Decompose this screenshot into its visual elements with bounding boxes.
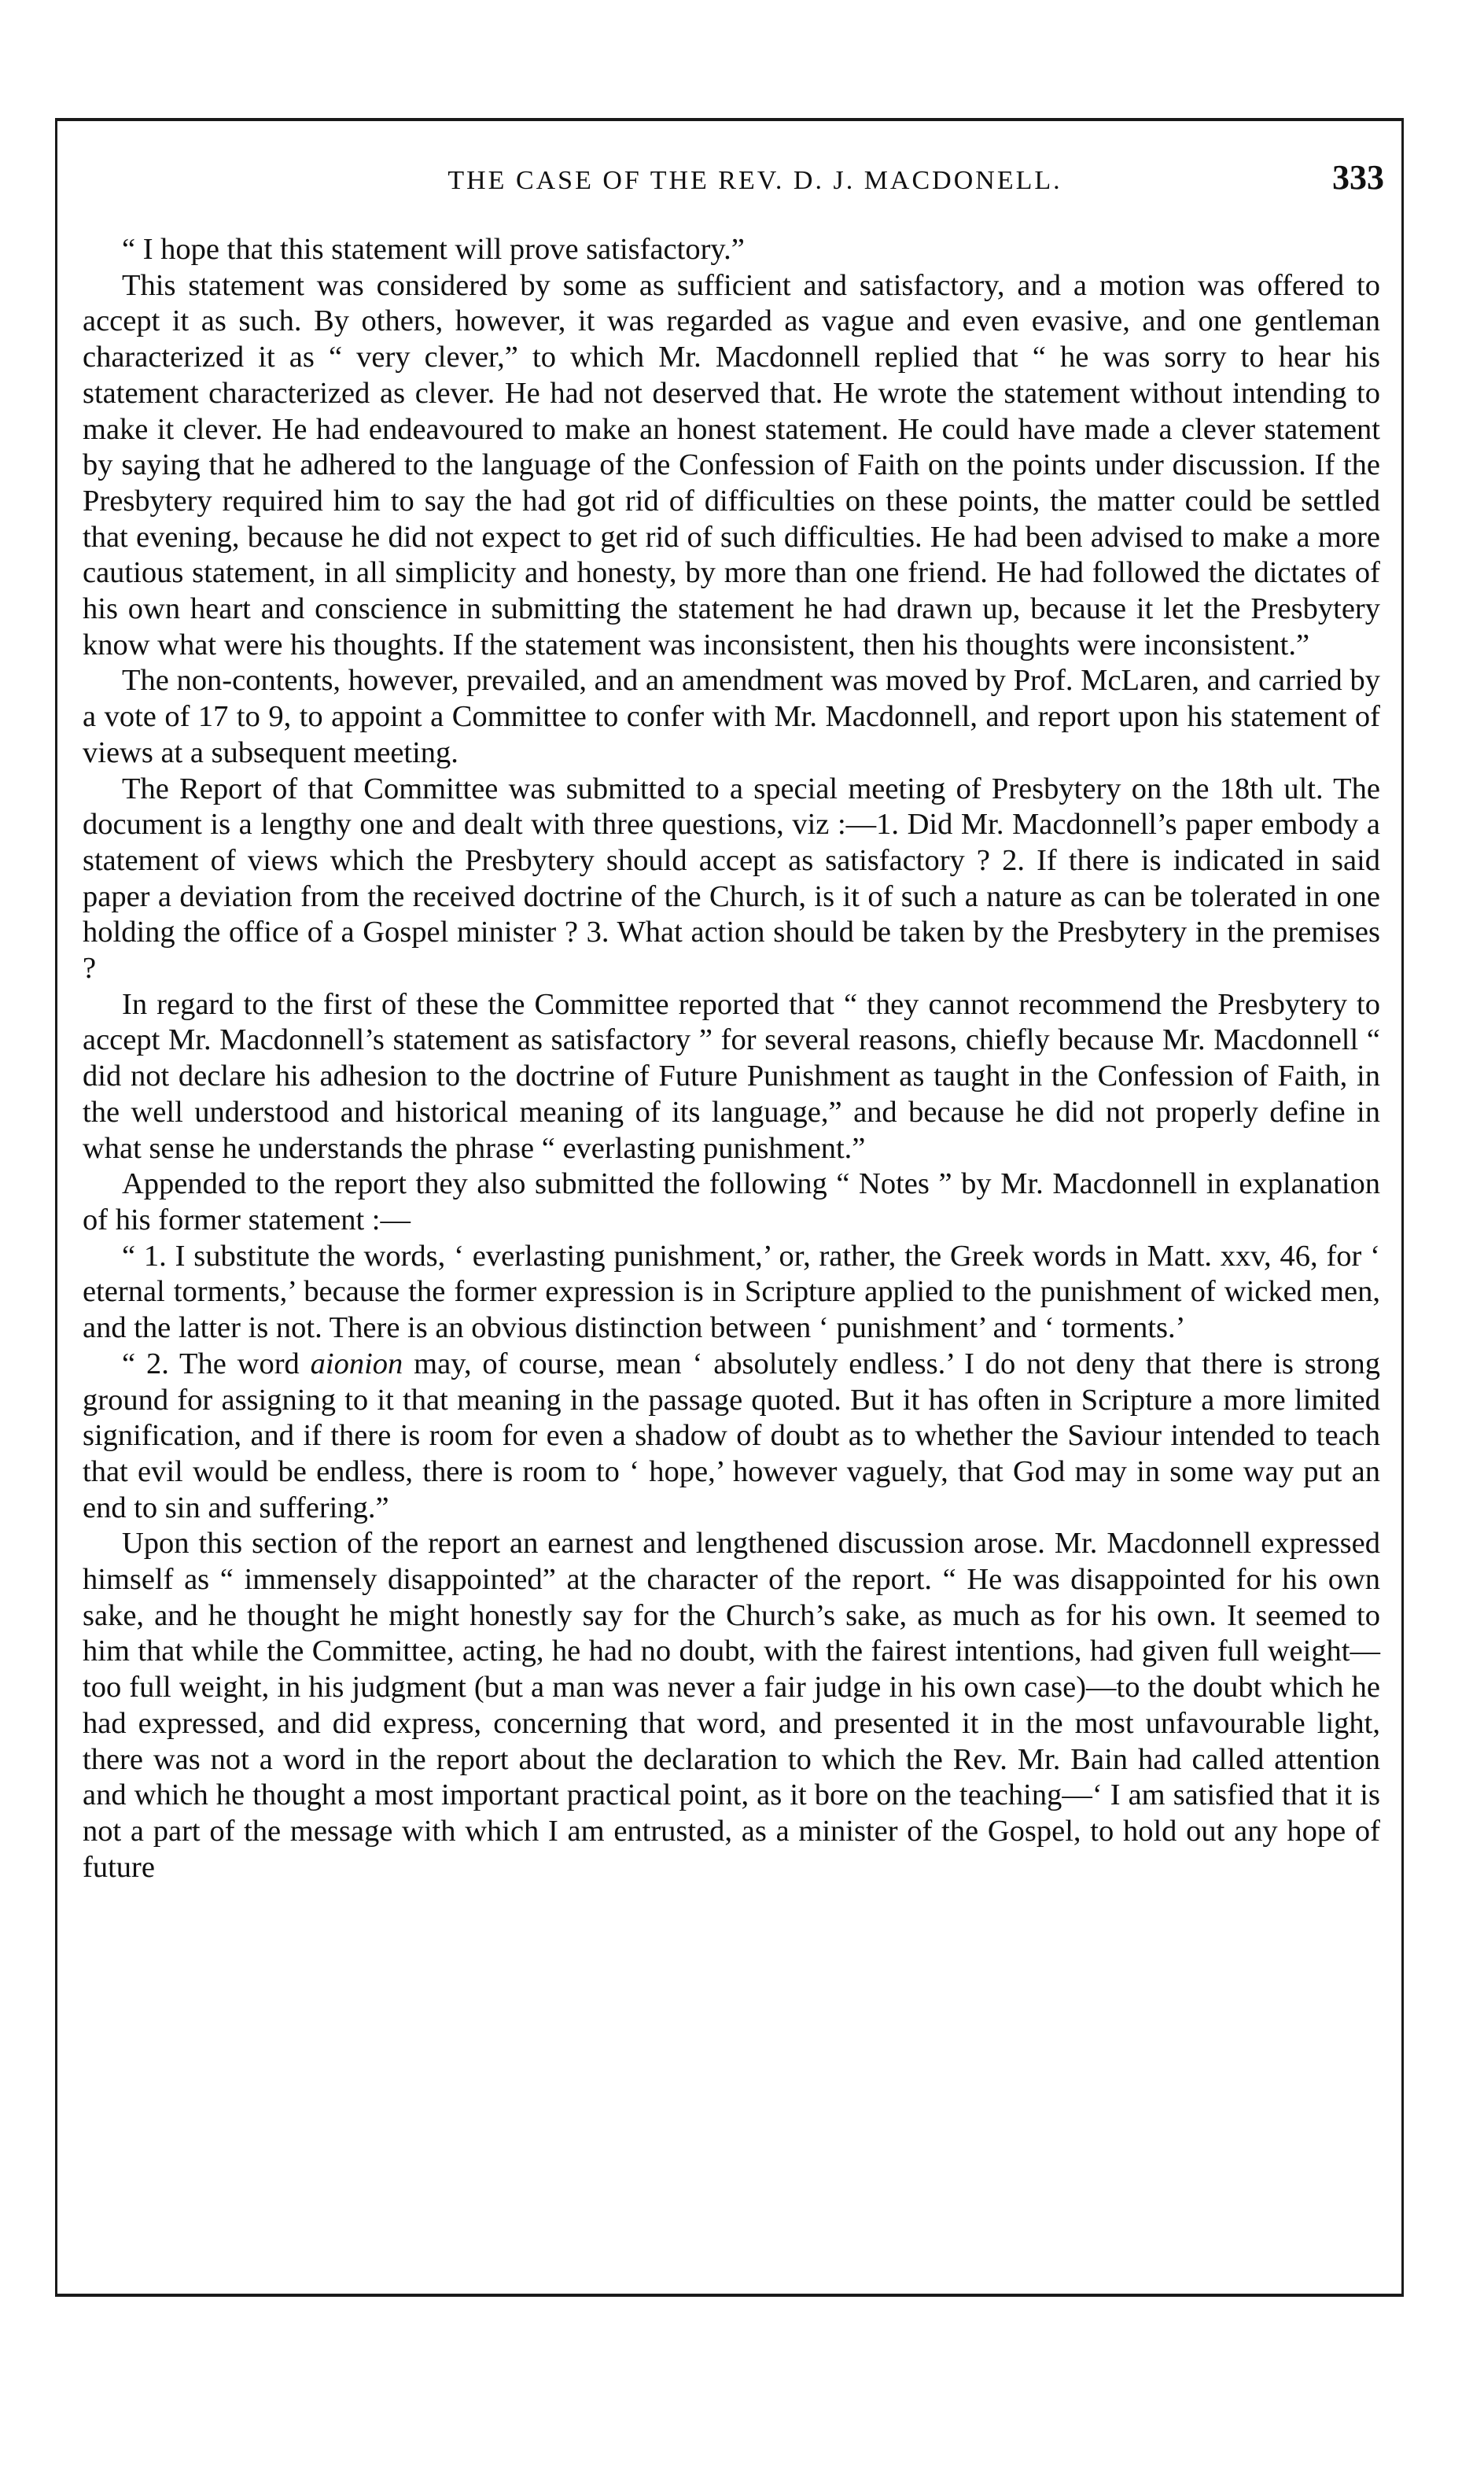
note-2-italic-word: aionion [310, 1347, 403, 1380]
paragraph-statement-discussion: This statement was considered by some as sufficient and satisfactory, and a motion was offered to accept it as such. By others, however, it was regarded as vague and even evasive, and one gentleman characterized it as “ very clever,” to which Mr. Macdonnell replied that “ he was sorry to hear his statement characterized as clever. He had not deserved that. He wrote the statement without intending to make it clever. He had endeavoured to make an honest statement. He could have made a clever statement by saying that he adhered to the language of the Confession of Faith on the points under discussion. If the Presbytery required him to say the had got rid of difficulties on these points, the matter could be settled that evening, because he did not expect to get rid of such difficulties. He had been advised to make a more cautious statement, in all simplicity and honesty, by more than one friend. He had followed the dictates of his own heart and conscience in submitting the statement he had drawn up, because it let the Presbytery know what were his thoughts. If the statement was inconsistent, then his thoughts were inconsistent.” [83, 268, 1380, 662]
paragraph-note-2 [83, 1347, 1380, 1527]
running-head [118, 157, 1384, 205]
note-2-text-after: may, of course, mean ‘ absolutely endless.’ I do not deny that there is strong ground for assigning to it that meaning in the passage quoted. But it has often in Scripture a more limited signification, and if there is room for even a shadow of doubt as to whether the Saviour intended to teach that evil would be endless, there is room to ‘ hope,’ however vaguely, that God may in some way put an end to sin and suffering.” [83, 1347, 1380, 1524]
paragraph-discussion: Upon this section of the report an earnest and lengthened discussion arose. Mr. Macdonnell expressed himself as “ immensely disappointed” at the character of the report. “ He was disappointed for his own sake, and he thought he might honestly say for the Church’s sake, as much as for his own. It seemed to him that while the Committee, acting, he had no doubt, with the fairest intentions, had given full weight—too full weight, in his judgment (but a man was never a fair judge in his own case)—to the doubt which he had expressed, and did express, concerning that word, and presented it in the most unfavourable light, there was not a word in the report about the declaration to which the Rev. Mr. Bain had called attention and which he thought a most important practical point, as it bore on the teaching—‘ I am satisfied that it is not a part of the message with which I am entrusted, as a minister of the Gospel, to hold out any hope of future [83, 1527, 1380, 1884]
article-body [83, 232, 1380, 1885]
paragraph-quote-close: “ I hope that this statement will prove satisfactory.” [122, 233, 745, 266]
paragraph-committee-report: The Report of that Committee was submitted to a special meeting of Presbytery on the 18th ult. The document is a lengthy one and dealt with three questions, viz :—1. Did Mr. Macdonnell’s paper embody a statement of views which the Presbytery should accept as satisfactory ? 2. If there is indicated in said paper a deviation from the received doctrine of the Church, is it of such a nature as can be tolerated in one holding the office of a Gospel minister ? 3. What action should be taken by the Presbytery in the premises ? [83, 772, 1380, 986]
paragraph-note-1: “ 1. I substitute the words, ‘ everlasting punishment,’ or, rather, the Greek words in Matt. xxv, 46, for ‘ eternal torments,’ because the former expression is in Scripture applied to the punishment of wicked men, and the latter is not. There is an obvious distinction between ‘ punishment’ and ‘ torments.’ [83, 1239, 1380, 1345]
paragraph-notes-intro: Appended to the report they also submitted the following “ Notes ” by Mr. Macdonnell in explanation of his former statement :— [83, 1167, 1380, 1236]
note-2-text-before: “ 2. The word [122, 1347, 311, 1380]
paragraph-committee-findings: In regard to the first of these the Committee reported that “ they cannot recommend the Presbytery to accept Mr. Macdonnell’s statement as satisfactory ” for several reasons, chiefly because Mr. Macdonnell “ did not declare his adhesion to the doctrine of Future Punishment as taught in the Confession of Faith, in the well understood and historical meaning of its language,” and because he did not properly define in what sense he understands the phrase “ everlasting punishment.” [83, 987, 1380, 1165]
page-number: 333 [1332, 158, 1384, 197]
paragraph-amendment: The non-contents, however, prevailed, and an amendment was moved by Prof. McLaren, and carried by a vote of 17 to 9, to appoint a Committee to confer with Mr. Macdonnell, and report upon his statement of views at a subsequent meeting. [83, 664, 1380, 769]
running-title: THE CASE OF THE REV. D. J. MACDONELL. [447, 166, 1062, 195]
